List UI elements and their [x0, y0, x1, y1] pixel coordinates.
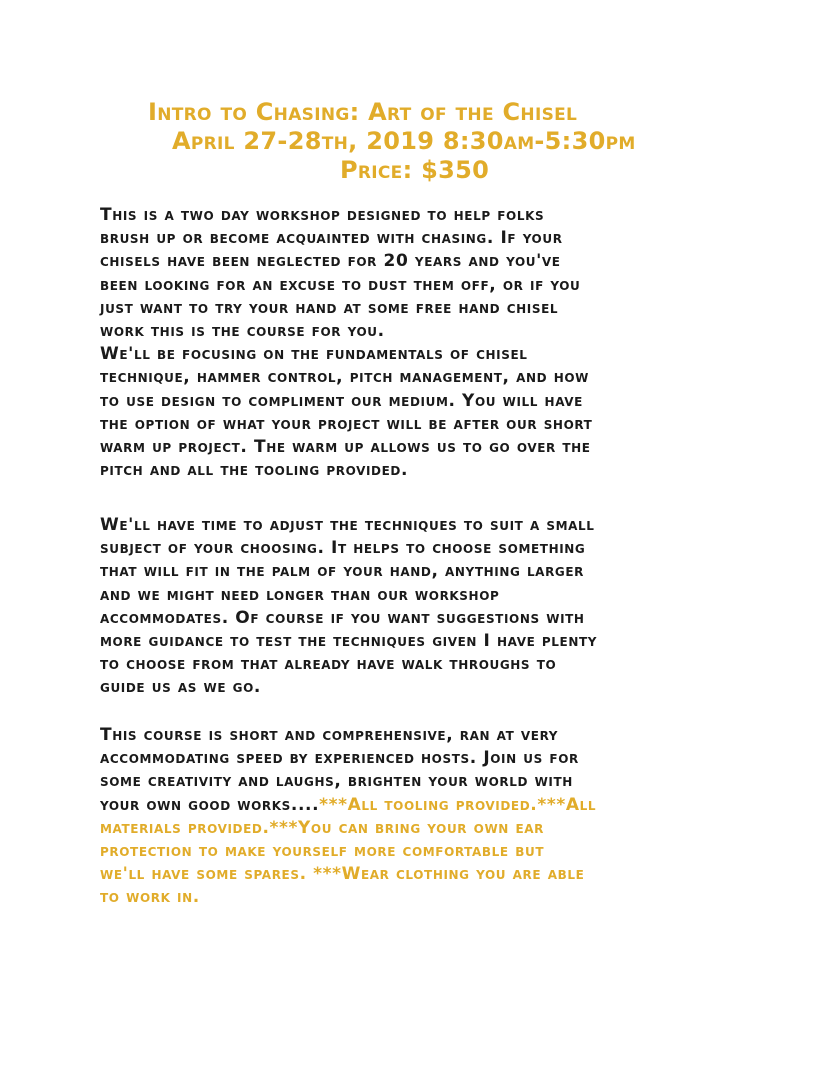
text-line: subject of your choosing. It helps to choose something	[100, 538, 586, 559]
text-line: accommodating speed by experienced hosts. Join us for	[100, 748, 579, 769]
highlight-note: protection to make yourself more comfortable but	[100, 841, 545, 862]
text-line: We'll be focusing on the fundamentals of chisel	[100, 344, 528, 365]
text-line: chisels have been neglected for 20 years and you've	[100, 251, 561, 272]
text-line: pitch and all the tooling provided.	[100, 460, 409, 481]
text-line: accommodates. Of course if you want suggestions with	[100, 607, 585, 628]
workshop-title: Intro to Chasing: Art of the Chisel	[148, 98, 578, 126]
text-line: just want to try your hand at some free hand chisel	[100, 297, 559, 318]
text-line: to use design to compliment our medium. You will have	[100, 390, 583, 411]
text-line: brush up or become acquainted with chasing. If your	[100, 228, 563, 249]
highlight-note: materials provided.***You can bring your own ear	[100, 817, 544, 838]
text-line: and we might need longer than our workshop	[100, 584, 500, 605]
text-line: the option of what your project will be after our short	[100, 413, 593, 434]
workshop-dates: April 27-28th, 2019 8:30am-5:30pm	[172, 127, 636, 155]
text-line: guide us as we go.	[100, 677, 261, 698]
text-line-mixed	[100, 794, 760, 817]
text-line: This course is short and comprehensive, ran at very	[100, 725, 559, 745]
highlight-note: to work in.	[100, 887, 200, 908]
paragraph-intro	[100, 204, 760, 482]
highlight-note: we'll have some spares. ***Wear clothing you are able	[100, 864, 585, 885]
text-line: This is a two day workshop designed to help folks	[100, 205, 545, 225]
workshop-price: Price: $350	[340, 156, 490, 184]
paragraph-subject	[100, 514, 760, 700]
text-line: that will fit in the palm of your hand, anything larger	[100, 561, 585, 582]
text-line: We'll have time to adjust the techniques to suit a small	[100, 515, 595, 535]
text-line: some creativity and laughs, brighten your world with	[100, 771, 573, 792]
workshop-title-block	[0, 98, 835, 185]
text-line: to choose from that already have walk throughs to	[100, 654, 557, 675]
text-line: technique, hammer control, pitch management, and how	[100, 367, 589, 388]
paragraph-summary	[100, 724, 760, 910]
text-line: more guidance to test the techniques given I have plenty	[100, 631, 598, 652]
highlight-note: ***All tooling provided.***All	[319, 794, 597, 815]
text-line: warm up project. The warm up allows us to go over the	[100, 437, 591, 458]
text-line: work this is the course for you.	[100, 321, 385, 342]
text-segment: your own good works....	[100, 794, 320, 815]
text-line: been looking for an excuse to dust them off, or if you	[100, 274, 581, 295]
